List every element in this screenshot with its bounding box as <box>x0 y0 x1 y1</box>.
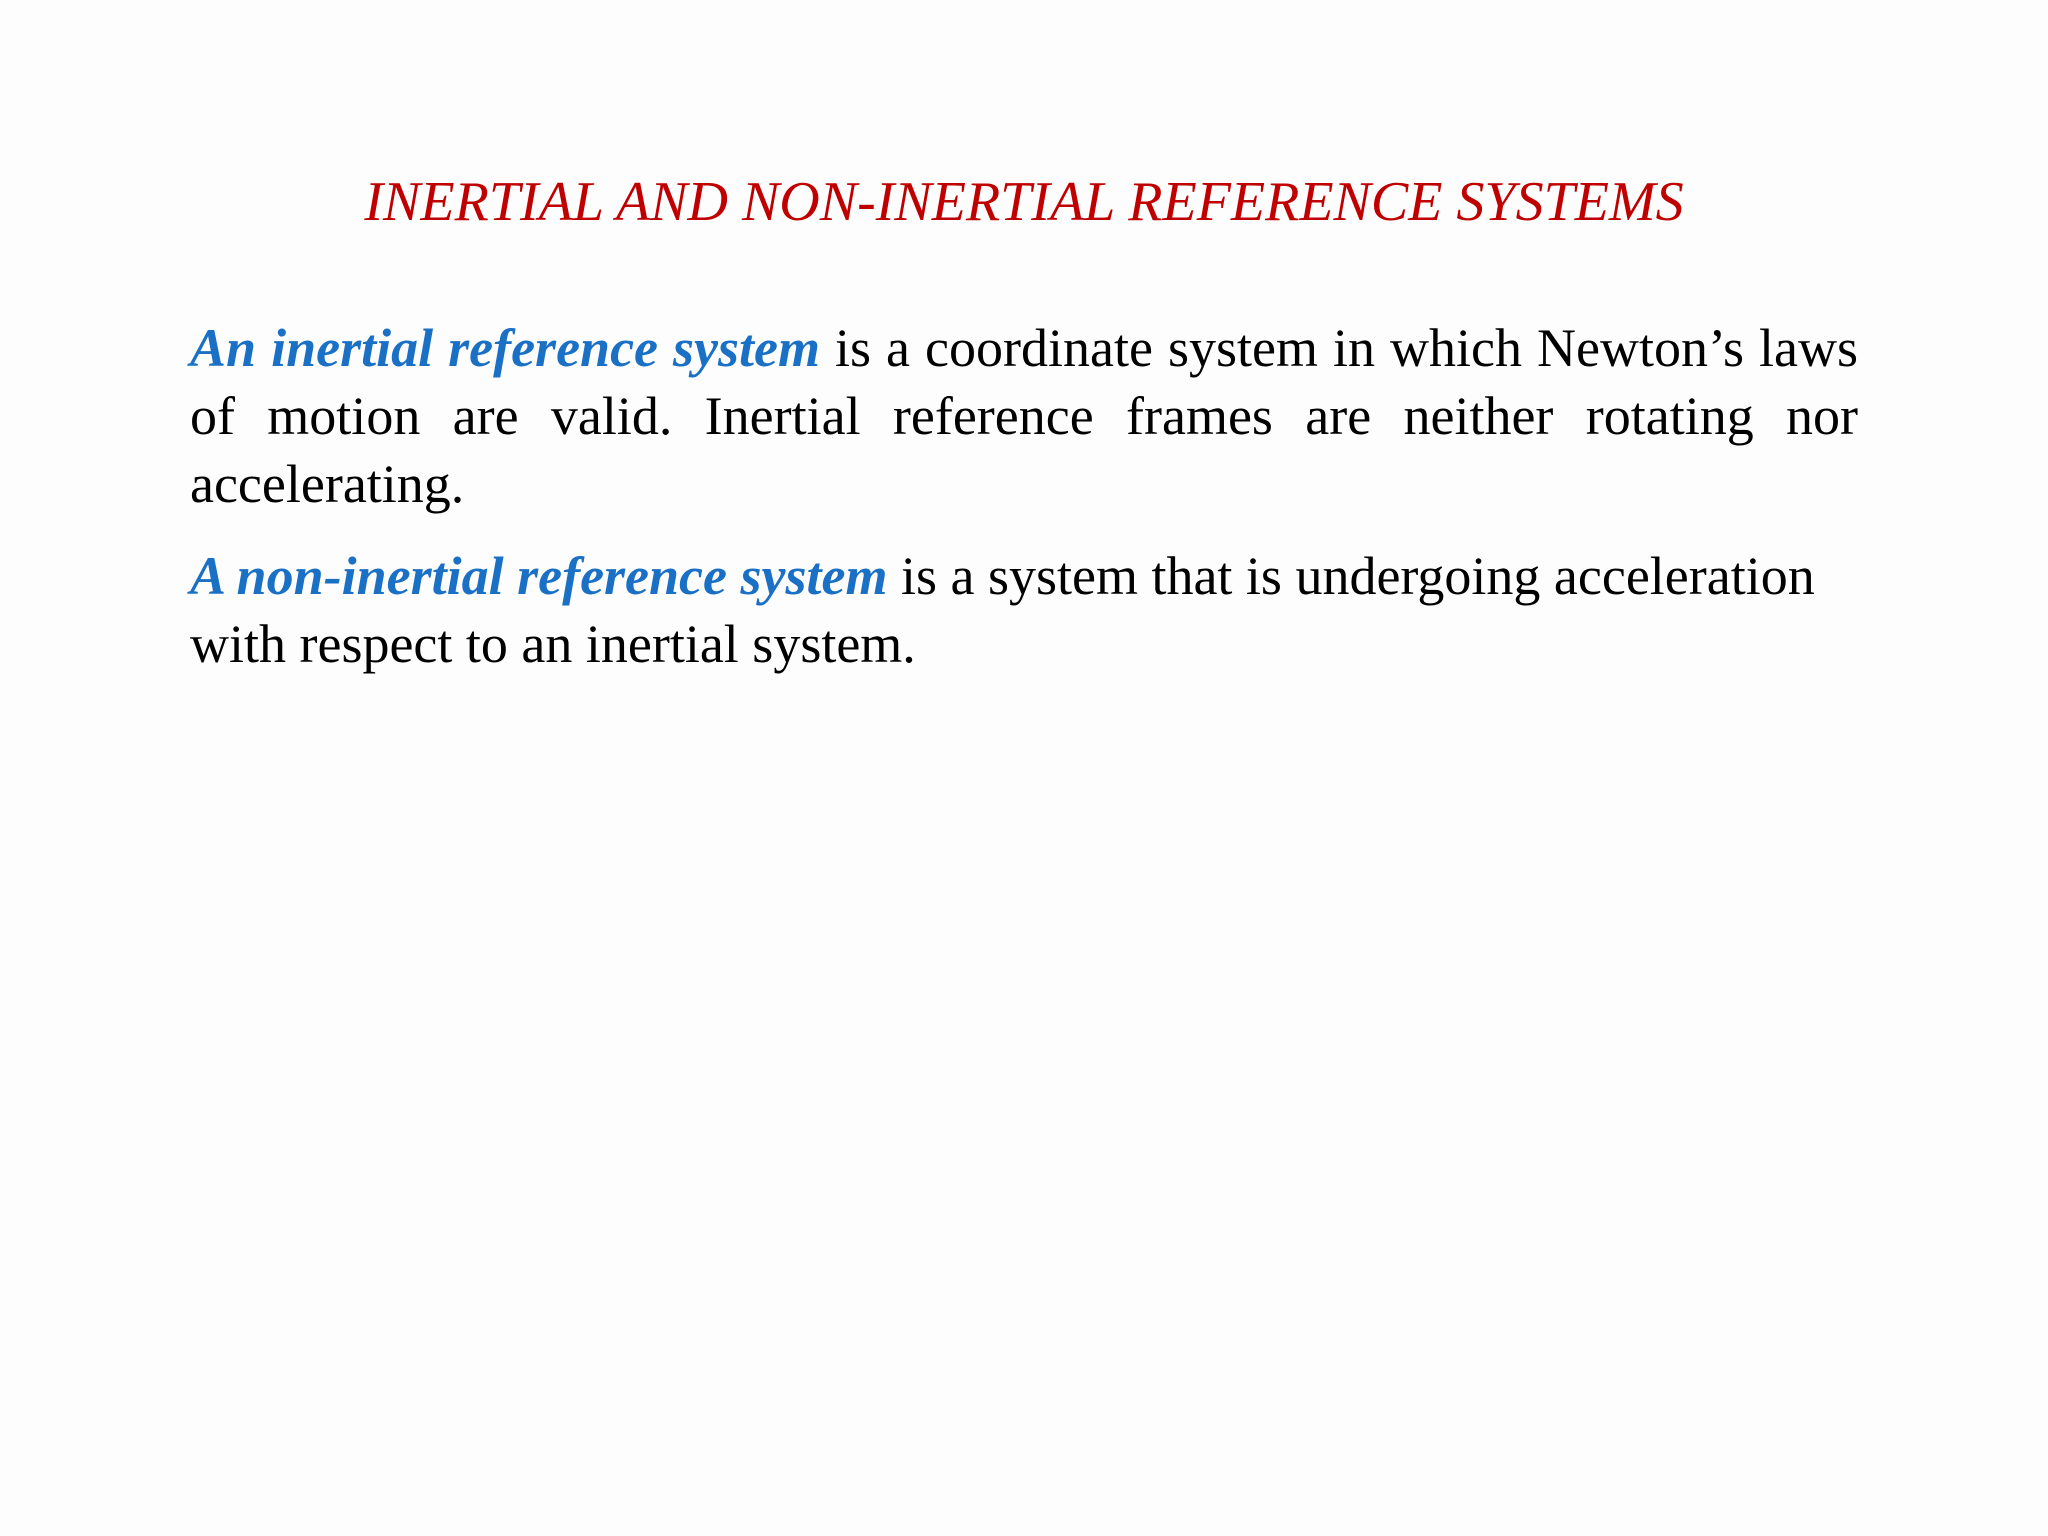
slide-title: INERTIAL AND NON-INERTIAL REFERENCE SYSTEMS <box>364 171 1684 233</box>
term-non-inertial-reference-system: A non-inertial reference system <box>190 546 888 606</box>
definition-non-inertial <box>190 542 1910 678</box>
definition-non-inertial-text: is a system that is undergoing acceleration with respect to an inertial system. <box>190 546 1815 674</box>
definition-inertial <box>190 314 1858 518</box>
term-inertial-reference-system: An inertial reference system <box>190 318 820 378</box>
definition-inertial-text: is a coordinate system in which Newton’s laws of motion are valid. Inertial reference frames are neither rotating nor accelerating. <box>190 318 1858 514</box>
